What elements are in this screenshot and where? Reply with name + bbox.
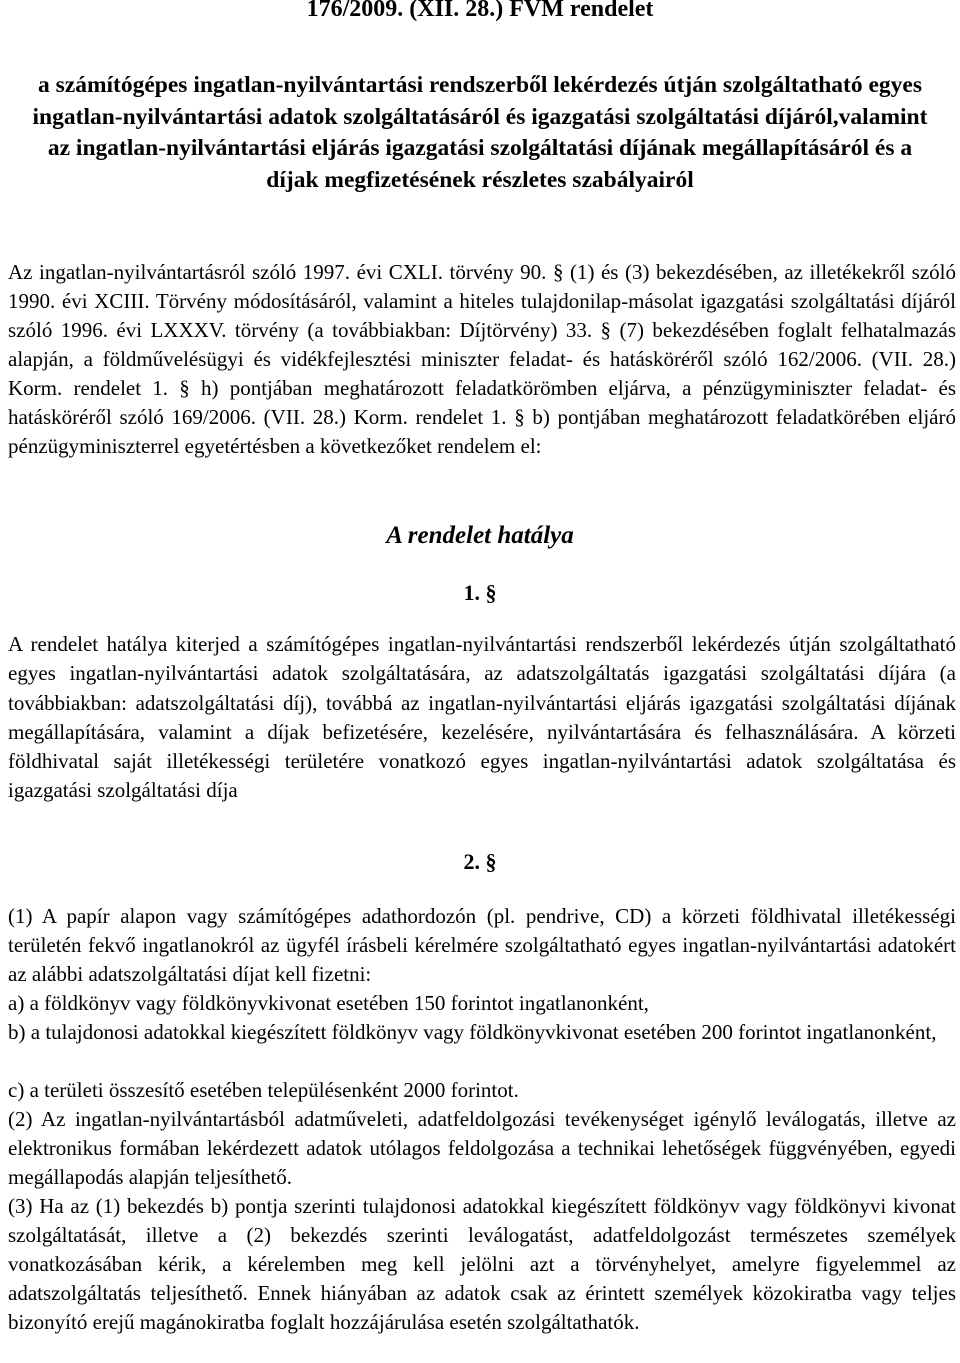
section-2-paragraph-1: (1) A papír alapon vagy számítógépes adathordozón (pl. pendrive, CD) a körzeti földhivatal illetékességi területén fekvő ingatlanokról az ügyfél írásbeli kérelmére szolgáltatható egyes ingatlan-nyilvántartási adatokért az alábbi adatszolgáltatási díjat kell fizetni: (8, 904, 956, 986)
section-1-label: 1. § (463, 580, 497, 605)
document-title: 176/2009. (XII. 28.) FVM rendelet (306, 0, 654, 22)
section-2-item-b: b) a tulajdonosi adatokkal kiegészített földkönyv vagy földkönyvkivonat esetében 200 forintot ingatlanonként, (8, 1020, 937, 1044)
section-2-paragraph-2: (2) Az ingatlan-nyilvántartásból adatműveleti, adatfeldolgozási tevékenységet igénylő leválogatás, illetve az elektronikus formában lekérdezett adatok utólagos feldolgozása a technikai lehetőségek függvényében, egyedi megállapodás alapján teljesíthető. (8, 1107, 956, 1189)
section-2-label: 2. § (463, 849, 497, 874)
preamble-paragraph: Az ingatlan-nyilvántartásról szóló 1997. évi CXLI. törvény 90. § (1) és (3) bekezdésében, az illetékekről szóló 1990. évi XCIII. Törvény módosításáról, valamint a hiteles tulajdonilap-másolat igazgatási szolgáltatási díjáról szóló 1996. évi LXXXV. törvény (a továbbiakban: Díjtörvény) 33. § (7) bekezdésében foglalt felhatalmazás alapján, a földművelésügyi és vidékfejlesztési miniszter feladat- és hatásköréről szóló 162/2006. (VII. 28.) Korm. rendelet 1. § h) pontjában meghatározott feladatkörömben eljárva, a pénzügyminiszter feladat- és hatásköréről szóló 169/2006. (VII. 28.) Korm. rendelet 1. § b) pontjában meghatározott feladatkörében eljáró pénzügyminiszterrel egyetértésben a következőket rendelem el: (8, 260, 956, 458)
section-title: A rendelet hatálya (386, 522, 574, 549)
section-2-item-c: c) a területi összesítő esetében településenként 2000 forintot. (8, 1078, 519, 1102)
section-2-paragraph-3: (3) Ha az (1) bekezdés b) pontja szerinti tulajdonosi adatokkal kiegészített földkönyv vagy földkönyvi kivonat szolgáltatását, illetve a (2) bekezdés szerinti leválogatást, adatfeldolgozást természetes személyek vonatkozásában kérik, a kérelemben meg kell jelölni azt a törvényhelyet, amelyre figyelemmel az adatszolgáltatás teljesíthető. Ennek hiányában az adatok csak az érintett személyek közokiratba vagy teljes bizonyító erejű magánokiratba foglalt hozzájárulása esetén szolgáltathatók. (8, 1194, 956, 1334)
section-1-text: A rendelet hatálya kiterjed a számítógépes ingatlan-nyilvántartási rendszerből lekérdezés útján szolgáltatható egyes ingatlan-nyilvántartási adatok szolgáltatására, az adatszolgáltatás igazgatási szolgáltatási díjára (a továbbiakban: adatszolgáltatási díj), továbbá az ingatlan-nyilvántartási eljárás igazgatási szolgáltatási díjának megállapítására, valamint a díjak befizetésére, kezelésére, nyilvántartására és felhasználására. A körzeti földhivatal saját illetékességi területére vonatkozó egyes ingatlan-nyilvántartási adatok szolgáltatása és igazgatási szolgáltatási díja (8, 632, 956, 803)
document-subtitle: a számítógépes ingatlan-nyilvántartási rendszerből lekérdezés útján szolgáltatható egyes ingatlan-nyilvántartási adatok szolgáltatásáról és igazgatási szolgáltatási díjáról,valamint az ingatlan-nyilvántartási eljárás igazgatási szolgáltatási díjának megállapításáról és a díjak megfizetésének részletes szabályairól (32, 72, 928, 193)
section-2-item-a: a) a földkönyv vagy földkönyvkivonat esetében 150 forintot ingatlanonként, (8, 991, 649, 1015)
